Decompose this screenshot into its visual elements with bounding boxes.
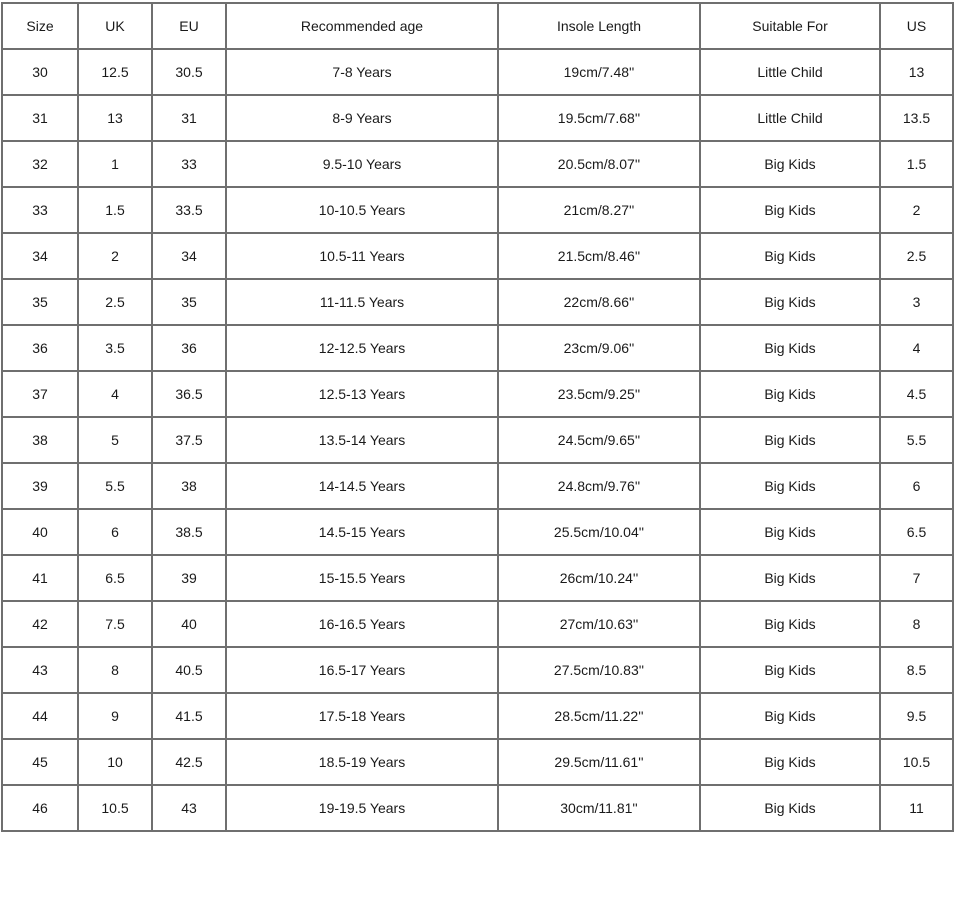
size-cell: 39: [2, 463, 78, 509]
uk-cell: 12.5: [78, 49, 152, 95]
us-cell: 8: [880, 601, 953, 647]
table-row: [2, 739, 953, 785]
table-row: [2, 555, 953, 601]
insole-length-cell: 21.5cm/8.46'': [498, 233, 700, 279]
header-eu: EU: [152, 3, 226, 49]
eu-cell: 34: [152, 233, 226, 279]
recommended-age-cell: 10.5-11 Years: [226, 233, 498, 279]
eu-cell: 36: [152, 325, 226, 371]
table-row: [2, 647, 953, 693]
table-row: [2, 601, 953, 647]
table-row: [2, 279, 953, 325]
table-row: [2, 785, 953, 831]
eu-cell: 38: [152, 463, 226, 509]
table-header: [2, 3, 953, 49]
us-cell: 5.5: [880, 417, 953, 463]
us-cell: 13.5: [880, 95, 953, 141]
table-row: [2, 95, 953, 141]
uk-cell: 1: [78, 141, 152, 187]
suitable-for-cell: Little Child: [700, 95, 880, 141]
insole-length-cell: 30cm/11.81'': [498, 785, 700, 831]
insole-length-cell: 25.5cm/10.04'': [498, 509, 700, 555]
suitable-for-cell: Big Kids: [700, 279, 880, 325]
recommended-age-cell: 19-19.5 Years: [226, 785, 498, 831]
eu-cell: 42.5: [152, 739, 226, 785]
uk-cell: 2.5: [78, 279, 152, 325]
recommended-age-cell: 16.5-17 Years: [226, 647, 498, 693]
size-cell: 45: [2, 739, 78, 785]
uk-cell: 10.5: [78, 785, 152, 831]
insole-length-cell: 23cm/9.06'': [498, 325, 700, 371]
size-cell: 41: [2, 555, 78, 601]
table-row: [2, 187, 953, 233]
uk-cell: 1.5: [78, 187, 152, 233]
us-cell: 4: [880, 325, 953, 371]
uk-cell: 4: [78, 371, 152, 417]
uk-cell: 2: [78, 233, 152, 279]
table-row: [2, 49, 953, 95]
suitable-for-cell: Big Kids: [700, 693, 880, 739]
header-suitable-for: Suitable For: [700, 3, 880, 49]
size-cell: 35: [2, 279, 78, 325]
us-cell: 7: [880, 555, 953, 601]
us-cell: 4.5: [880, 371, 953, 417]
suitable-for-cell: Big Kids: [700, 187, 880, 233]
recommended-age-cell: 10-10.5 Years: [226, 187, 498, 233]
us-cell: 2: [880, 187, 953, 233]
recommended-age-cell: 18.5-19 Years: [226, 739, 498, 785]
suitable-for-cell: Big Kids: [700, 371, 880, 417]
header-recommended-age: Recommended age: [226, 3, 498, 49]
recommended-age-cell: 14.5-15 Years: [226, 509, 498, 555]
size-cell: 32: [2, 141, 78, 187]
eu-cell: 33: [152, 141, 226, 187]
suitable-for-cell: Big Kids: [700, 555, 880, 601]
size-chart-table: [1, 2, 954, 832]
eu-cell: 39: [152, 555, 226, 601]
uk-cell: 13: [78, 95, 152, 141]
uk-cell: 7.5: [78, 601, 152, 647]
table-row: [2, 463, 953, 509]
size-cell: 30: [2, 49, 78, 95]
size-cell: 46: [2, 785, 78, 831]
insole-length-cell: 21cm/8.27'': [498, 187, 700, 233]
size-cell: 31: [2, 95, 78, 141]
insole-length-cell: 24.8cm/9.76'': [498, 463, 700, 509]
us-cell: 8.5: [880, 647, 953, 693]
eu-cell: 41.5: [152, 693, 226, 739]
table-row: [2, 141, 953, 187]
size-cell: 38: [2, 417, 78, 463]
us-cell: 13: [880, 49, 953, 95]
suitable-for-cell: Little Child: [700, 49, 880, 95]
recommended-age-cell: 9.5-10 Years: [226, 141, 498, 187]
eu-cell: 43: [152, 785, 226, 831]
us-cell: 1.5: [880, 141, 953, 187]
insole-length-cell: 29.5cm/11.61'': [498, 739, 700, 785]
size-cell: 42: [2, 601, 78, 647]
recommended-age-cell: 16-16.5 Years: [226, 601, 498, 647]
table-row: [2, 233, 953, 279]
size-cell: 34: [2, 233, 78, 279]
suitable-for-cell: Big Kids: [700, 647, 880, 693]
table-row: [2, 371, 953, 417]
us-cell: 2.5: [880, 233, 953, 279]
recommended-age-cell: 8-9 Years: [226, 95, 498, 141]
eu-cell: 38.5: [152, 509, 226, 555]
eu-cell: 30.5: [152, 49, 226, 95]
us-cell: 6.5: [880, 509, 953, 555]
uk-cell: 6: [78, 509, 152, 555]
insole-length-cell: 27cm/10.63'': [498, 601, 700, 647]
uk-cell: 5: [78, 417, 152, 463]
suitable-for-cell: Big Kids: [700, 739, 880, 785]
recommended-age-cell: 15-15.5 Years: [226, 555, 498, 601]
size-cell: 43: [2, 647, 78, 693]
us-cell: 11: [880, 785, 953, 831]
insole-length-cell: 23.5cm/9.25'': [498, 371, 700, 417]
insole-length-cell: 19.5cm/7.68'': [498, 95, 700, 141]
uk-cell: 10: [78, 739, 152, 785]
size-cell: 40: [2, 509, 78, 555]
eu-cell: 40.5: [152, 647, 226, 693]
recommended-age-cell: 12.5-13 Years: [226, 371, 498, 417]
size-cell: 33: [2, 187, 78, 233]
header-us: US: [880, 3, 953, 49]
suitable-for-cell: Big Kids: [700, 509, 880, 555]
recommended-age-cell: 17.5-18 Years: [226, 693, 498, 739]
table-row: [2, 325, 953, 371]
us-cell: 10.5: [880, 739, 953, 785]
insole-length-cell: 26cm/10.24'': [498, 555, 700, 601]
recommended-age-cell: 14-14.5 Years: [226, 463, 498, 509]
insole-length-cell: 27.5cm/10.83'': [498, 647, 700, 693]
uk-cell: 8: [78, 647, 152, 693]
eu-cell: 36.5: [152, 371, 226, 417]
suitable-for-cell: Big Kids: [700, 785, 880, 831]
recommended-age-cell: 11-11.5 Years: [226, 279, 498, 325]
eu-cell: 31: [152, 95, 226, 141]
table-row: [2, 417, 953, 463]
eu-cell: 37.5: [152, 417, 226, 463]
size-cell: 37: [2, 371, 78, 417]
suitable-for-cell: Big Kids: [700, 463, 880, 509]
insole-length-cell: 24.5cm/9.65'': [498, 417, 700, 463]
header-uk: UK: [78, 3, 152, 49]
suitable-for-cell: Big Kids: [700, 601, 880, 647]
suitable-for-cell: Big Kids: [700, 141, 880, 187]
suitable-for-cell: Big Kids: [700, 417, 880, 463]
recommended-age-cell: 12-12.5 Years: [226, 325, 498, 371]
insole-length-cell: 28.5cm/11.22'': [498, 693, 700, 739]
size-cell: 36: [2, 325, 78, 371]
insole-length-cell: 20.5cm/8.07'': [498, 141, 700, 187]
insole-length-cell: 19cm/7.48'': [498, 49, 700, 95]
table-row: [2, 509, 953, 555]
recommended-age-cell: 13.5-14 Years: [226, 417, 498, 463]
uk-cell: 9: [78, 693, 152, 739]
eu-cell: 33.5: [152, 187, 226, 233]
us-cell: 6: [880, 463, 953, 509]
header-row: [2, 3, 953, 49]
suitable-for-cell: Big Kids: [700, 233, 880, 279]
table-row: [2, 693, 953, 739]
uk-cell: 3.5: [78, 325, 152, 371]
header-size: Size: [2, 3, 78, 49]
suitable-for-cell: Big Kids: [700, 325, 880, 371]
table-body: [2, 49, 953, 831]
us-cell: 3: [880, 279, 953, 325]
size-cell: 44: [2, 693, 78, 739]
uk-cell: 6.5: [78, 555, 152, 601]
header-insole-length: Insole Length: [498, 3, 700, 49]
eu-cell: 40: [152, 601, 226, 647]
uk-cell: 5.5: [78, 463, 152, 509]
eu-cell: 35: [152, 279, 226, 325]
insole-length-cell: 22cm/8.66'': [498, 279, 700, 325]
recommended-age-cell: 7-8 Years: [226, 49, 498, 95]
us-cell: 9.5: [880, 693, 953, 739]
